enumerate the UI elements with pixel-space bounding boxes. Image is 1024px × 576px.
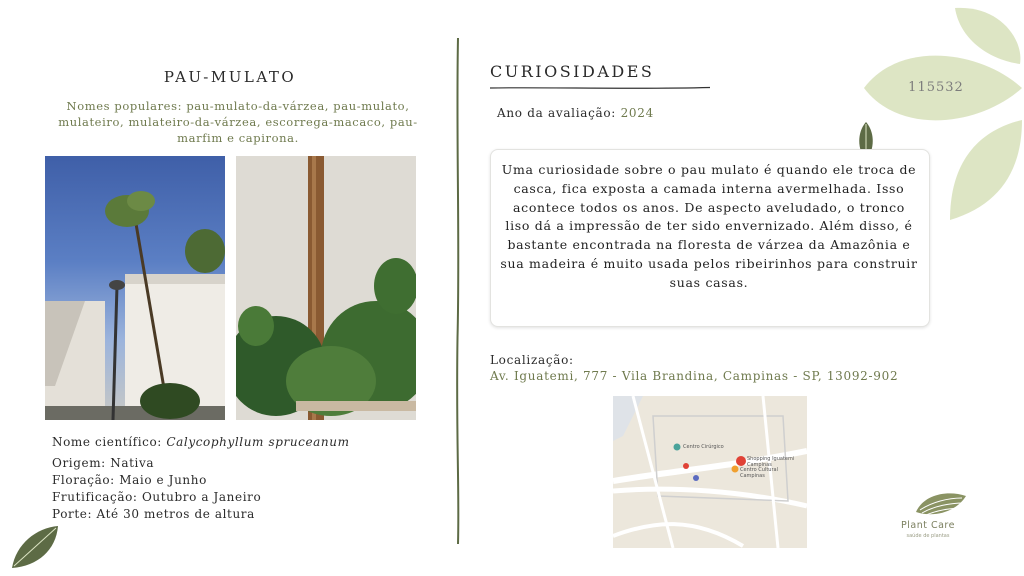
plant-info: [52, 434, 350, 523]
curiosities-title: CURIOSIDADES: [490, 62, 655, 81]
brand-subtitle: saúde de plantas: [906, 533, 950, 539]
trunk-photo: [236, 156, 416, 420]
curiosity-text: Uma curiosidade sobre o pau mulato é quando ele troca de casca, fica exposta a camada interna avermelhada. Isso acontece todos os anos. De aspecto aveludado, o tronco liso dá a impressão de ter sido envernizado. Além disso, é bastante encontrada na floresta de várzea da Amazônia e sua madeira é muito usada pelos ribeirinhos para construir suas casas.: [500, 162, 918, 290]
leaf-decoration-bottom-left: [8, 522, 62, 572]
brand-name: Plant Care: [901, 520, 955, 531]
location-map[interactable]: [613, 396, 807, 548]
map-label: Shopping Iguatemi Campinas: [747, 456, 795, 468]
origin: Origem: Nativa: [52, 456, 155, 470]
map-label: Centro Cirúrgico: [683, 444, 724, 450]
plant-care-logo-icon: [912, 488, 970, 520]
location-address[interactable]: Av. Iguatemi, 777 - Vila Brandina, Campinas - SP, 13092-902: [490, 369, 899, 383]
scientific-name: Calycophyllum spruceanum: [166, 435, 350, 449]
flowering: Floração: Maio e Junho: [52, 473, 207, 487]
plant-code: 115532: [908, 80, 964, 95]
evaluation-year: [497, 106, 654, 120]
size: Porte: Até 30 metros de altura: [52, 507, 255, 521]
year-label: Ano da avaliação:: [497, 106, 621, 120]
plant-title: PAU-MULATO: [163, 68, 297, 86]
title-underline: [490, 85, 712, 91]
vertical-divider: [455, 38, 461, 544]
popular-names: Nomes populares: pau-mulato-da-várzea, pau-mulato, mulateiro, mulateiro-da-várzea, escorrega-macaco, pau-marfim e capirona.: [58, 99, 418, 145]
map-label: Centro Cultural Campinas: [740, 467, 778, 479]
scientific-name-line: [52, 434, 350, 451]
fruiting: Frutificação: Outubro a Janeiro: [52, 490, 262, 504]
tree-photo: [45, 156, 225, 420]
location-label: Localização:: [490, 353, 574, 367]
scientific-name-label: Nome científico:: [52, 435, 167, 449]
year-value: 2024: [620, 106, 654, 120]
